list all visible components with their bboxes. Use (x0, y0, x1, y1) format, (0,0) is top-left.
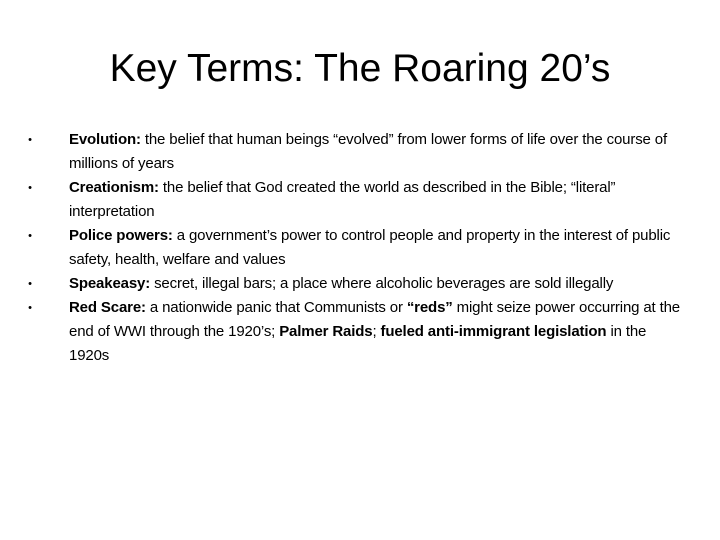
slide-title: Key Terms: The Roaring 20’s (109, 47, 611, 90)
term-word: Red Scare: (69, 299, 146, 316)
term-definition-emphasis: fueled anti-immigrant legislation (380, 323, 607, 340)
term-creationism (24, 176, 684, 224)
term-definition-part: in the 1920s (69, 323, 647, 364)
term-word: Police powers: (69, 227, 173, 244)
term-red-scare (24, 296, 684, 368)
term-definition: the belief that human beings “evolved” from lower forms of life over the course of millions of years (69, 131, 667, 172)
key-terms-list (24, 128, 684, 368)
term-speakeasy (24, 272, 684, 296)
bullet-icon: • (28, 182, 32, 194)
term-definition: a government’s power to control people and property in the interest of public safety, health, welfare and values (69, 227, 671, 268)
term-definition-part: ; (372, 323, 381, 340)
term-definition-part: might seize power occurring at the end of WWI through the 1920’s; (69, 299, 680, 340)
term-definition-emphasis: Palmer Raids (279, 323, 373, 340)
term-definition-part: a nationwide panic that Communists or (145, 299, 407, 316)
term-word: Speakeasy: (69, 275, 151, 292)
bullet-icon: • (28, 230, 32, 242)
term-evolution (24, 128, 684, 176)
term-word: Evolution: (69, 131, 141, 148)
term-word: Creationism: (69, 179, 159, 196)
bullet-icon: • (28, 302, 32, 314)
term-definition-emphasis: “reds” (406, 299, 453, 316)
term-definition: the belief that God created the world as described in the Bible; “literal” interpretation (69, 179, 616, 220)
term-police-powers (24, 224, 684, 272)
bullet-icon: • (28, 278, 32, 290)
term-definition: secret, illegal bars; a place where alcoholic beverages are sold illegally (150, 275, 614, 292)
bullet-icon: • (28, 134, 32, 146)
